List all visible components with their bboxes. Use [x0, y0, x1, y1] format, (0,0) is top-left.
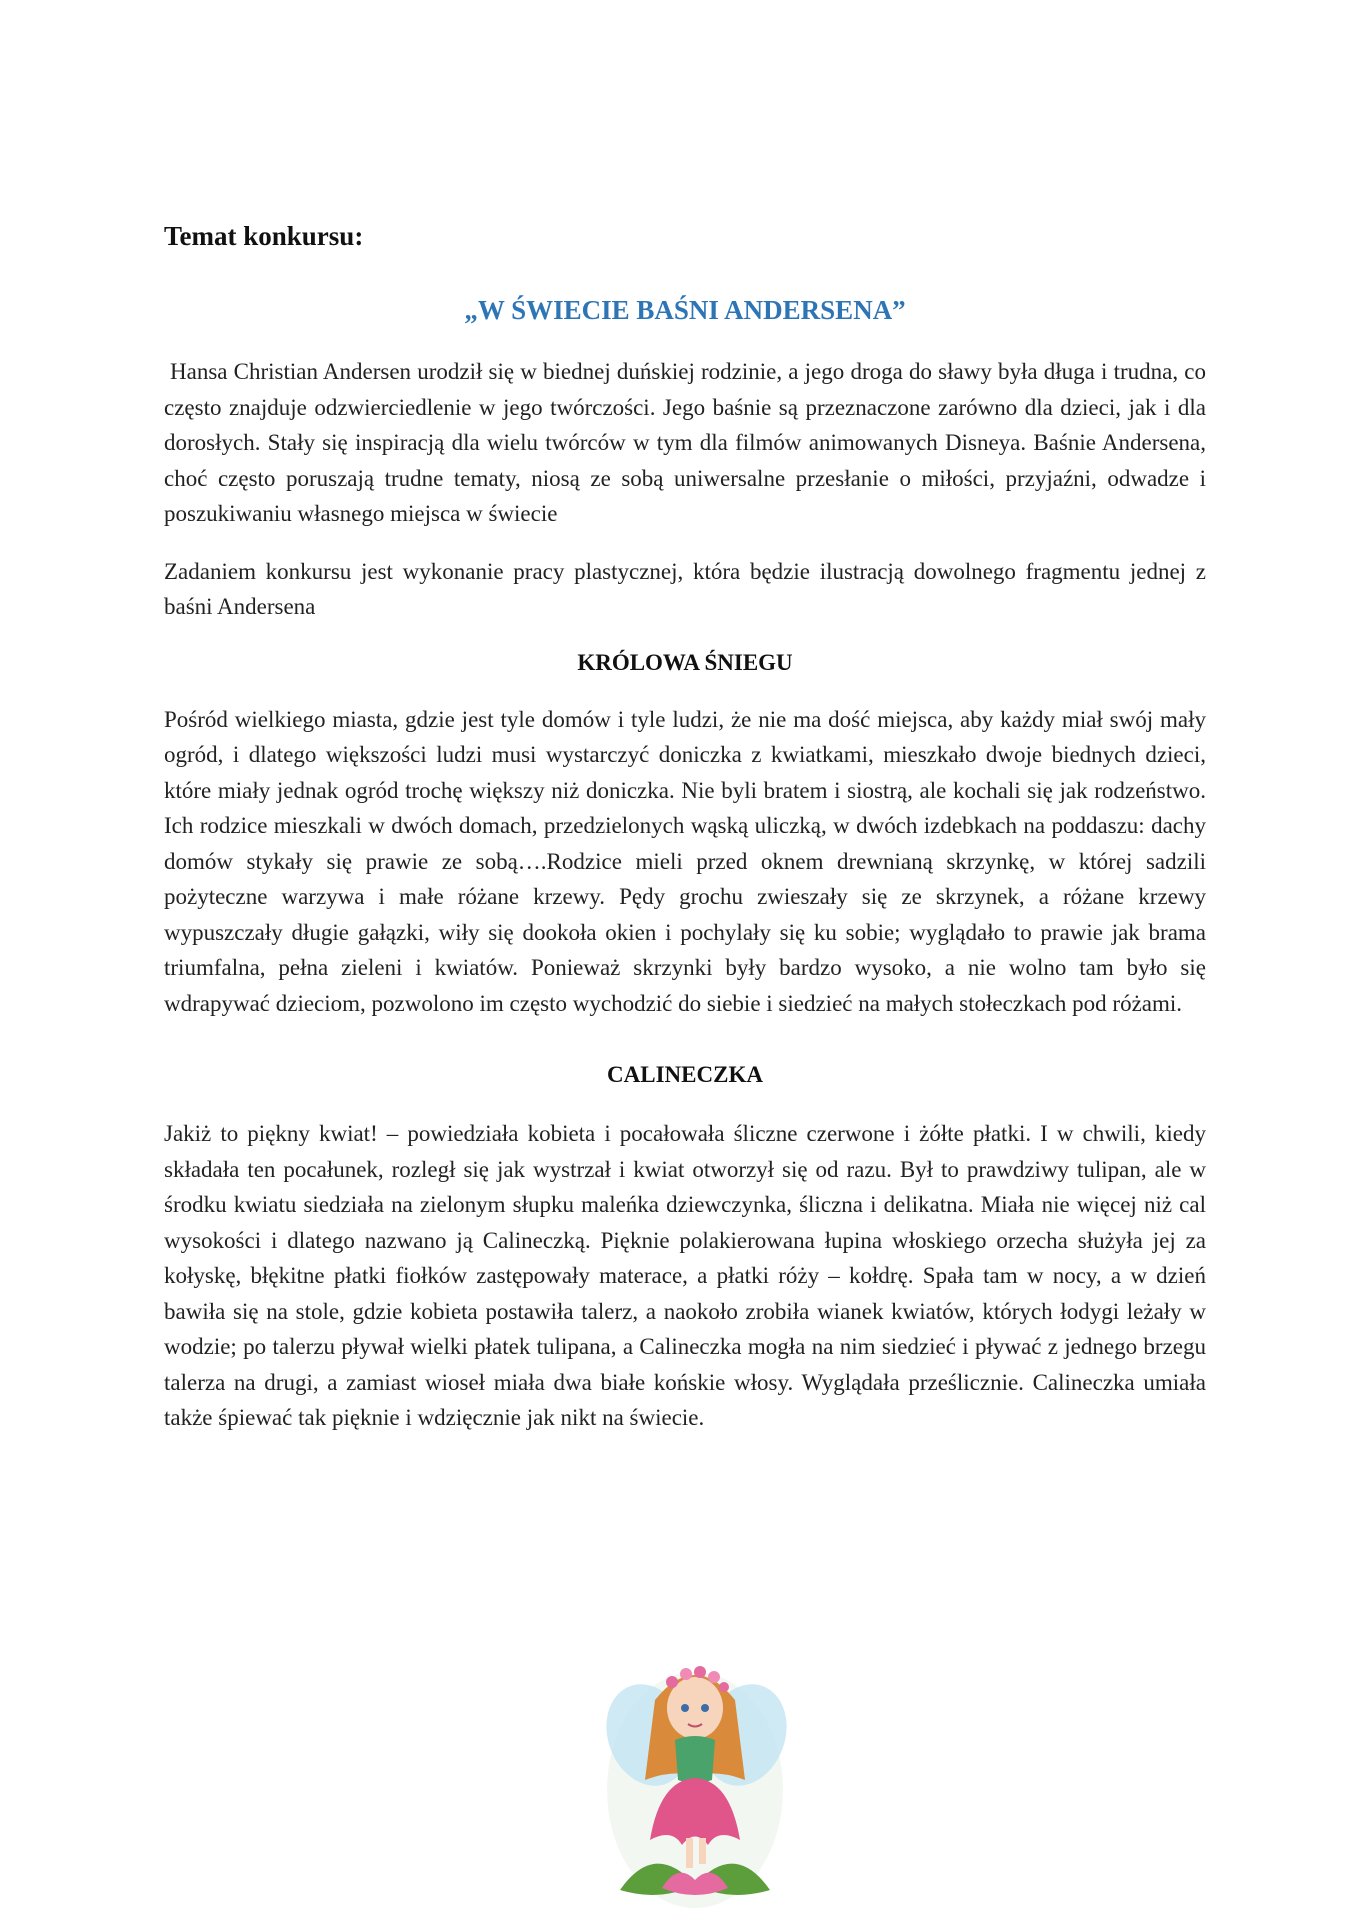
section-title-thumbelina: CALINECZKA [607, 1062, 763, 1087]
task-paragraph: Zadaniem konkursu jest wykonanie pracy plastycznej, która będzie ilustracją dowolnego fragmentu jednej z baśni Andersena [164, 558, 1206, 619]
contest-title: „W ŚWIECIE BAŚNI ANDERSENA” [464, 295, 906, 325]
contest-topic-heading: Temat konkursu: [164, 221, 364, 251]
fairy-illustration-icon [600, 1640, 790, 1915]
section-text-snow-queen: Pośród wielkiego miasta, gdzie jest tyle domów i tyle ludzi, że nie ma dość miejsca, aby każdy miał swój mały ogród, i dlatego większości ludzi musi wystarczyć doniczka z kwiatkami, mieszkało dwoje biednych dzieci, które miały jednak ogród trochę większy niż doniczka. Nie byli bratem i siostrą, ale kochali się jak rodzeństwo. Ich rodzice mieszkali w dwóch domach, przedzielonych wąską uliczką, w dwóch izdebkach na poddaszu: dachy domów stykały się prawie ze sobą….Rodzice mieli przed oknem drewnianą skrzynkę, w której sadzili pożyteczne warzywa i małe różane krzewy. Pędy grochu zwieszały się ze skrzynek, a różane krzewy wypuszczały długie gałązki, wiły się dookoła okien i pochylały się ku sobie; wyglądało to prawie jak brama triumfalna, pełna zieleni i kwiatów. Ponieważ skrzynki były bardzo wysoko, a nie wolno tam było się wdrapywać dzieciom, pozwolono im często wychodzić do siebie i siedzieć na małych stołeczkach pod różami. [164, 706, 1206, 1016]
document-page [164, 218, 1206, 1436]
section-text-thumbelina: Jakiż to piękny kwiat! – powiedziała kobieta i pocałowała śliczne czerwone i żółte płatki. I w chwili, kiedy składała ten pocałunek, rozległ się jak wystrzał i kwiat otworzył się od razu. Był to prawdziwy tulipan, ale w środku kwiatu siedziała na zielonym słupku maleńka dziewczynka, śliczna i delikatna. Miała nie więcej niż cal wysokości i dlatego nazwano ją Calineczką. Pięknie polakierowana łupina włoskiego orzecha służyła jej za kołyskę, błękitne płatki fiołków zastępowały materace, a płatki róży – kołdrę. Spała tam w nocy, a w dzień bawiła się na stole, gdzie kobieta postawiła talerz, a naokoło zrobiła wianek kwiatów, których łodygi leżały w wodzie; po talerzu pływał wielki płatek tulipana, a Calineczka mogła na nim siedzieć i pływać z jednego brzegu talerza na drugi, a zamiast wioseł miała dwa białe końskie włosy. Wyglądała prześlicznie. Calineczka umiała także śpiewać tak pięknie i wdzięcznie jak nikt na świecie. [164, 1121, 1206, 1430]
intro-paragraph: Hansa Christian Andersen urodził się w biednej duńskiej rodzinie, a jego droga do sławy była długa i trudna, co często znajduje odzwierciedlenie w jego twórczości. Jego baśnie są przeznaczone zarówno dla dzieci, jak i dla dorosłych. Stały się inspiracją dla wielu twórców w tym dla filmów animowanych Disneya. Baśnie Andersena, choć często poruszają trudne tematy, niosą ze sobą uniwersalne przesłanie o miłości, przyjaźni, odwadze i poszukiwaniu własnego miejsca w świecie [164, 359, 1206, 526]
section-title-snow-queen: KRÓLOWA ŚNIEGU [577, 649, 793, 675]
